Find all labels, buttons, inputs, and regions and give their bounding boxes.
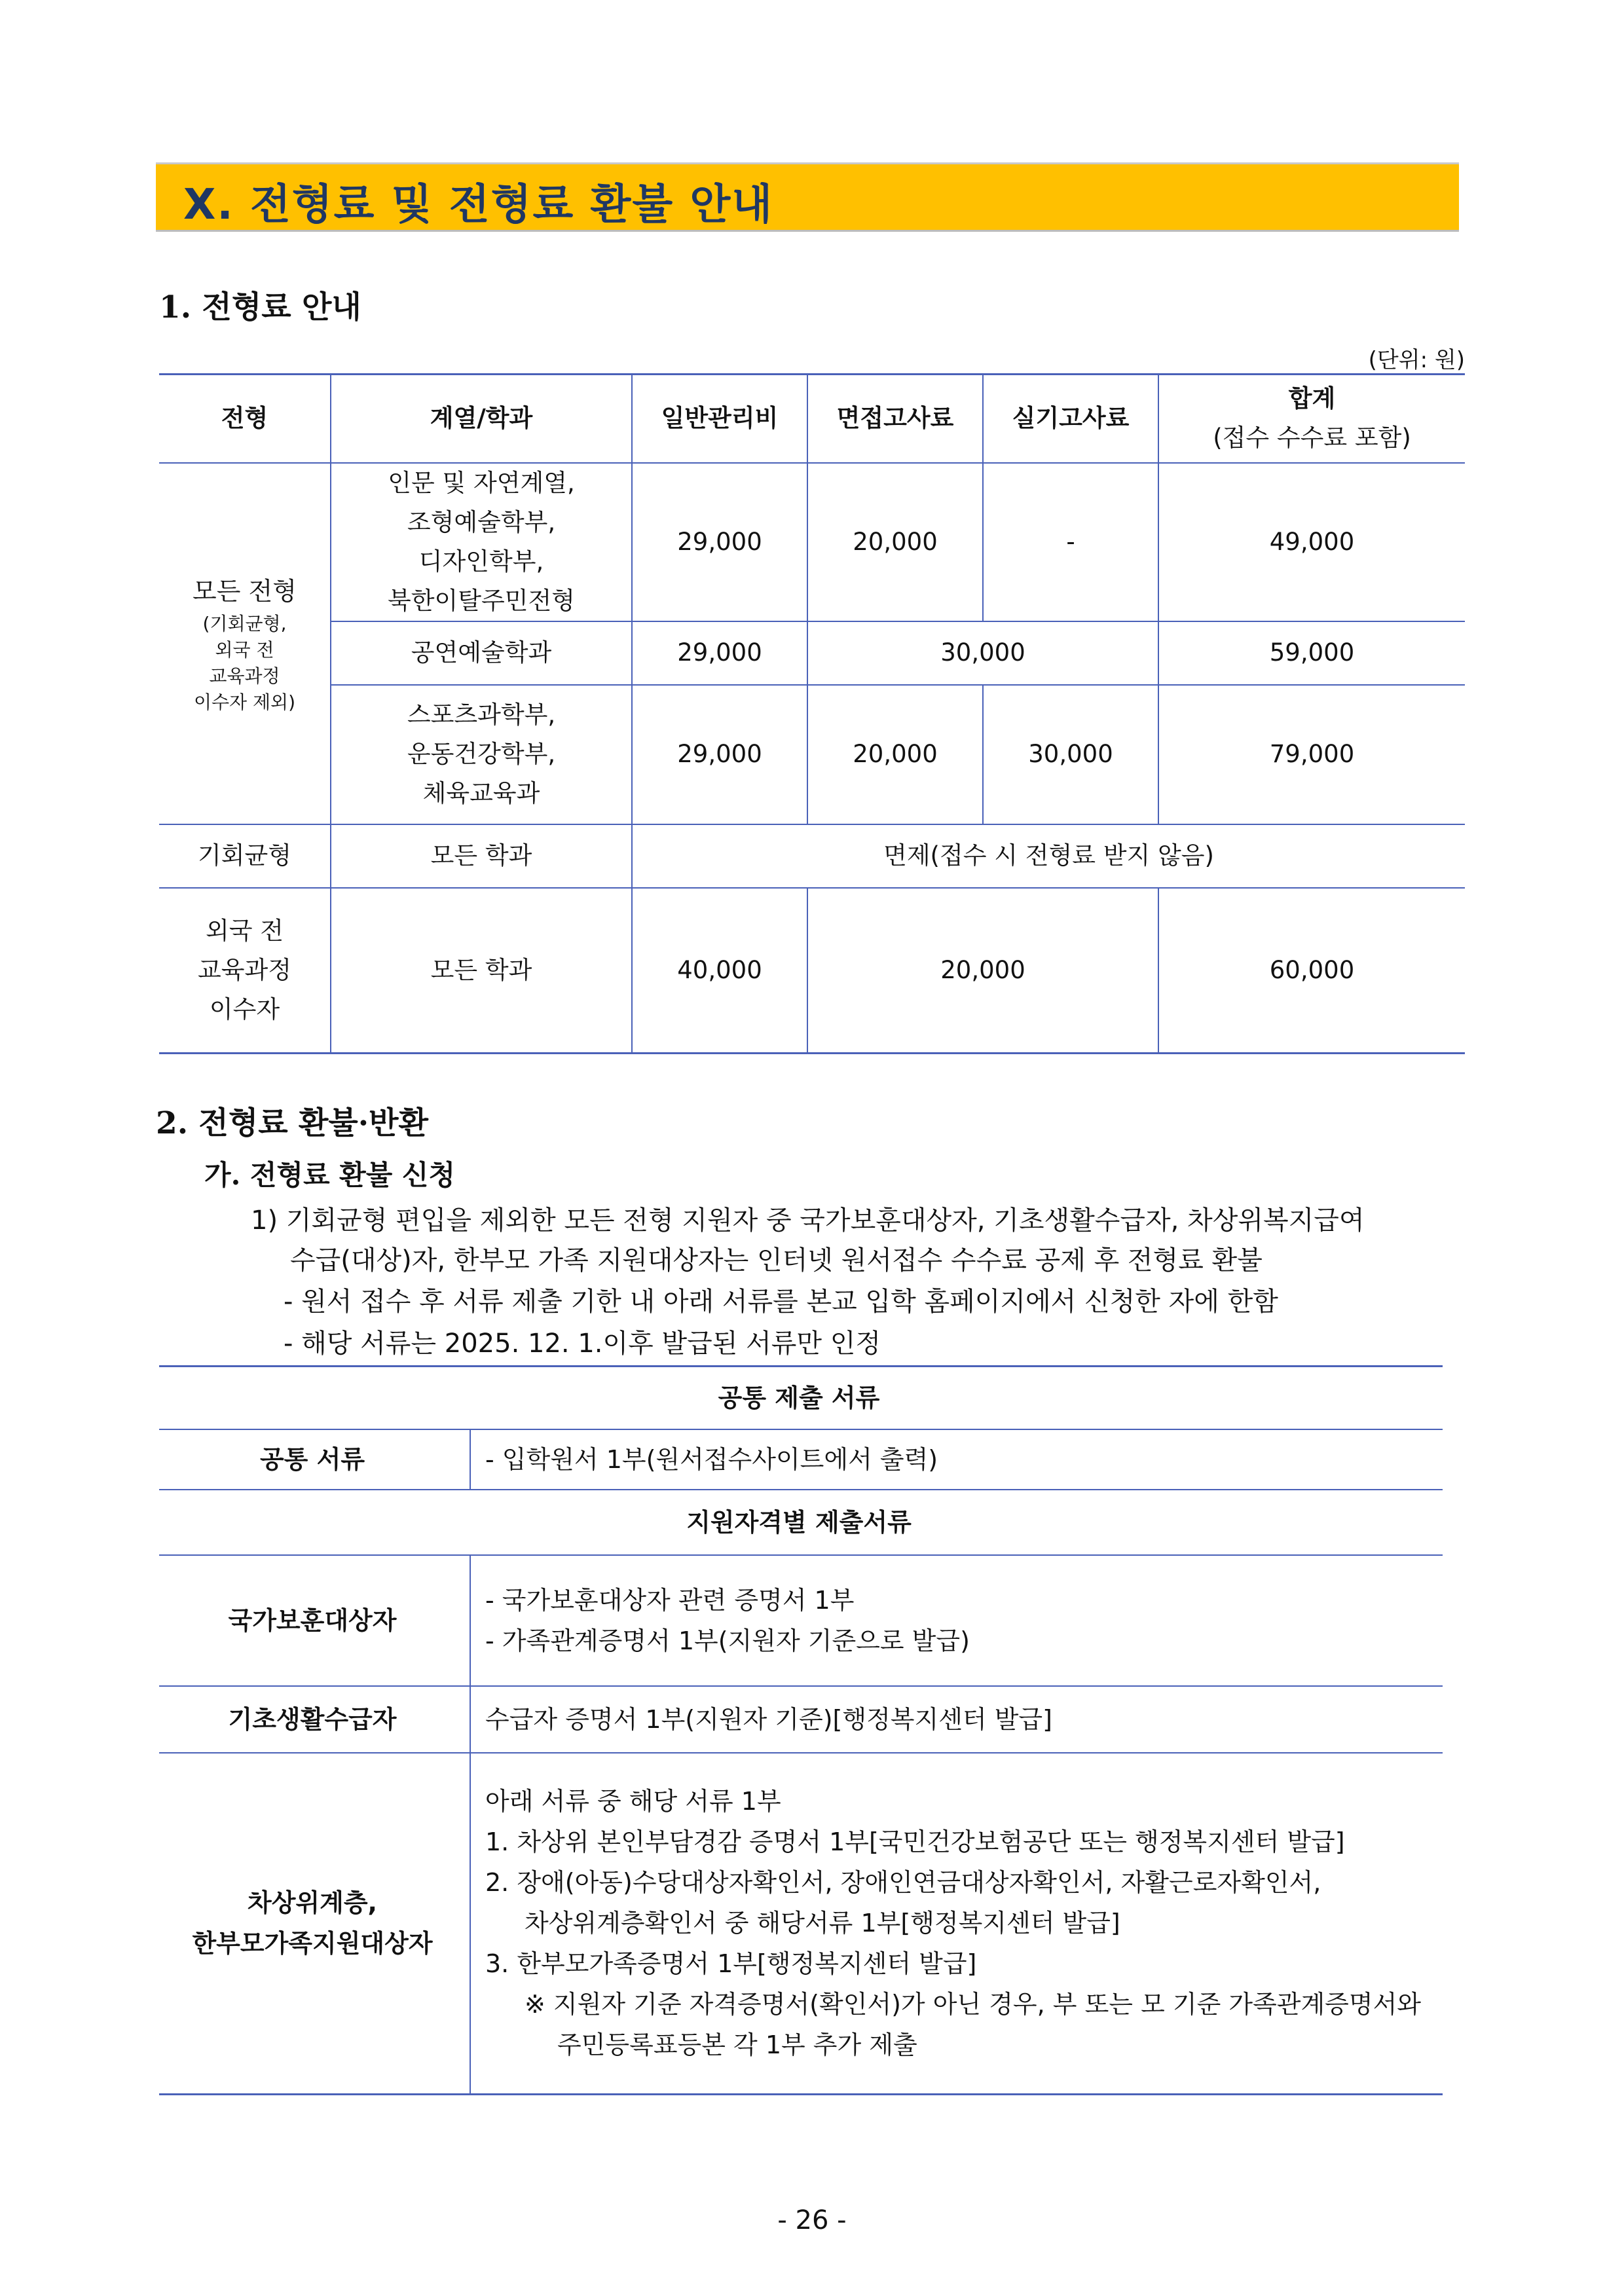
practical-fee-cell: - (983, 463, 1158, 621)
dept-cell: 스포츠과학부, 운동건강학부, 체육교육과 (331, 685, 632, 824)
table-row (159, 1686, 1443, 1753)
interview-fee-cell: 20,000 (807, 685, 983, 824)
general-fee-cell: 29,000 (632, 463, 807, 621)
table-row (159, 824, 1465, 888)
section-title: X. 전형료 및 전형료 환불 안내 (183, 181, 774, 229)
header-interview-fee: 면접고사료 (807, 375, 983, 463)
documents-table (159, 1365, 1443, 2095)
practical-fee-cell: 30,000 (983, 685, 1158, 824)
refund-bullet-2: - 해당 서류는 2025. 12. 1.이후 발급된 서류만 인정 (284, 1329, 881, 1359)
basic-livelihood-label: 기초생활수급자 (159, 1686, 470, 1753)
table-row (159, 1753, 1443, 2095)
header-total: 합계 (접수 수수료 포함) (1158, 375, 1465, 463)
table-row (159, 685, 1465, 824)
total-fee-cell: 49,000 (1158, 463, 1465, 621)
header-general-fee: 일반관리비 (632, 375, 807, 463)
refund-paragraph-line-2: 수급(대상)자, 한부모 가족 지원대상자는 인터넷 원서접수 수수료 공제 후 전형료 환불 (290, 1245, 1263, 1276)
veterans-docs: - 국가보훈대상자 관련 증명서 1부 - 가족관계증명서 1부(지원자 기준으로 발급) (470, 1555, 1443, 1686)
basic-livelihood-docs: 수급자 증명서 1부(지원자 기준)[행정복지센터 발급] (470, 1686, 1443, 1753)
page-number: - 26 - (777, 2205, 847, 2235)
table-row (159, 463, 1465, 621)
dept-cell: 모든 학과 (331, 888, 632, 1054)
header-practical-fee: 실기고사료 (983, 375, 1158, 463)
veterans-label: 국가보훈대상자 (159, 1555, 470, 1686)
track-cell: 기회균형 (159, 824, 331, 888)
heading-refund: 2. 전형료 환불·반환 (156, 1105, 428, 1141)
table-row (159, 1429, 1443, 1490)
refund-bullet-1: - 원서 접수 후 서류 제출 기한 내 아래 서류를 본교 입학 홈페이지에서 신청한 자에 한함 (284, 1287, 1278, 1317)
total-fee-cell: 60,000 (1158, 888, 1465, 1054)
common-docs-value: - 입학원서 1부(원서접수사이트에서 출력) (470, 1429, 1443, 1490)
fee-table (159, 373, 1465, 1054)
table-row (159, 1555, 1443, 1686)
common-docs-label: 공통 서류 (159, 1429, 470, 1490)
track-cell: 외국 전 교육과정 이수자 (159, 888, 331, 1054)
dept-cell: 공연예술학과 (331, 621, 632, 685)
header-dept: 계열/학과 (331, 375, 632, 463)
refund-paragraph-line-1: 1) 기회균형 편입을 제외한 모든 전형 지원자 중 국가보훈대상자, 기초생활수급자, 차상위복지급여 (251, 1205, 1365, 1236)
fee-table-header-row (159, 375, 1465, 463)
group1-label-cell: 모든 전형 (기회균형, 외국 전 교육과정 이수자 제외) (159, 463, 331, 824)
dept-cell: 인문 및 자연계열, 조형예술학부, 디자인학부, 북한이탈주민전형 (331, 463, 632, 621)
near-poverty-docs: 아래 서류 중 해당 서류 1부 1. 차상위 본인부담경감 증명서 1부[국민건강보험공단 또는 행정복지센터 발급] 2. 장애(아동)수당대상자확인서, 장애인연금대상자확인서, 자활근로자확인서, 차상위계층확인서 중 해당서류 1부[행정복지센터 발급] 3. 한부모가족증명서 1부[행정복지센터 발급] ※ 지원자 기준 자격증명서(확인서)가 아닌 경우, 부 또는 모 기준 가족관계증명서와 주민등록표등본 각 1부 추가 제출 (470, 1753, 1443, 2095)
section-banner (156, 162, 1459, 232)
general-fee-cell: 40,000 (632, 888, 807, 1054)
header-track: 전형 (159, 375, 331, 463)
interview-fee-cell: 20,000 (807, 463, 983, 621)
near-poverty-label: 차상위계층, 한부모가족지원대상자 (159, 1753, 470, 2095)
combined-fee-cell: 20,000 (807, 888, 1158, 1054)
table-row (159, 1367, 1443, 1429)
general-fee-cell: 29,000 (632, 621, 807, 685)
unit-label: (단위: 원) (1368, 347, 1465, 373)
combined-fee-cell: 30,000 (807, 621, 1158, 685)
dept-cell: 모든 학과 (331, 824, 632, 888)
heading-fee-guide: 1. 전형료 안내 (159, 289, 361, 325)
table-row (159, 888, 1465, 1054)
heading-refund-request: 가. 전형료 환불 신청 (204, 1159, 456, 1191)
qualification-docs-header: 지원자격별 제출서류 (159, 1490, 1443, 1555)
total-fee-cell: 79,000 (1158, 685, 1465, 824)
table-row (159, 621, 1465, 685)
general-fee-cell: 29,000 (632, 685, 807, 824)
table-row (159, 1490, 1443, 1555)
total-fee-cell: 59,000 (1158, 621, 1465, 685)
common-docs-header: 공통 제출 서류 (159, 1367, 1443, 1429)
exemption-note-cell: 면제(접수 시 전형료 받지 않음) (632, 824, 1465, 888)
